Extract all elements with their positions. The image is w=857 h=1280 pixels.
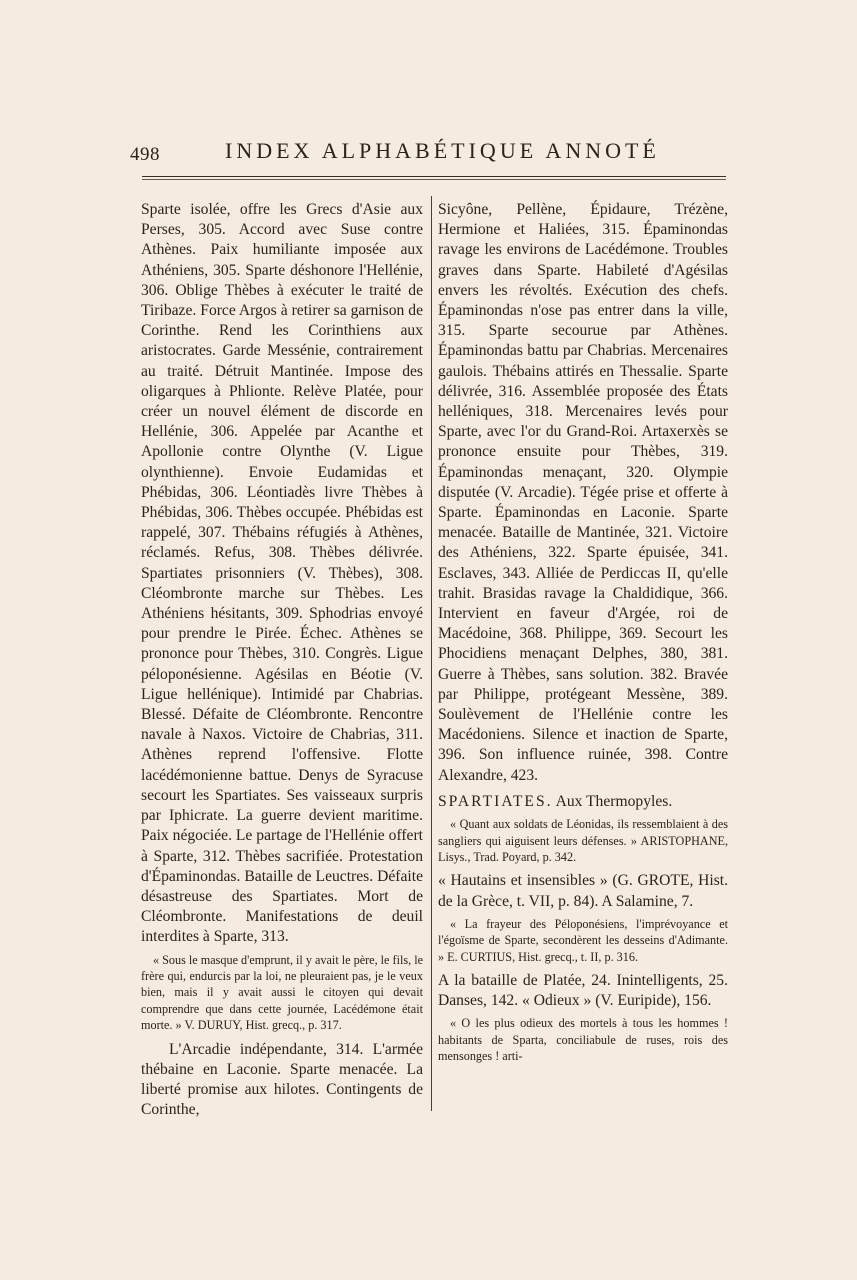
left-column xyxy=(141,200,423,1120)
quote-aristophane: « Quant aux soldats de Léonidas, ils ressemblaient à des sangliers qui aiguisent leurs défenses. » ARISTOPHANE, Lisys., Trad. Poyard, p. 342. xyxy=(438,817,728,864)
header-rule-secondary xyxy=(142,179,726,180)
entry-text-platee: A la bataille de Platée, 24. Inintelligents, 25. Danses, 142. « Odieux » (V. Euripide), 156. xyxy=(438,971,728,1010)
column-divider xyxy=(431,196,432,1111)
entry-text-sparte-continued: Sicyône, Pellène, Épidaure, Trézène, Hermione et Haliées, 315. Épaminondas ravage les environs de Lacédémone. Troubles graves dans Sparte. Habileté d'Agésilas envers les révoltés. Exécution des chefs. Épaminondas n'ose pas entrer dans la ville, 315. Sparte secourue par Athènes. Épaminondas battu par Chabrias. Mercenaires gaulois. Thébains attirés en Thessalie. Sparte délivrée, 316. Assemblée proposée des États helléniques, 318. Mercenaires levés pour Sparte, avec l'or du Grand-Roi. Artaxerxès se prononce ensuite pour Thèbes, 319. Épaminondas menaçant, 320. Olympie disputée (V. Arcadie). Tégée prise et offerte à Sparte. Épaminondas en Laconie. Sparte menacée. Bataille de Mantinée, 321. Victoire des Athéniens, 322. Sparte épuisée, 341. Esclaves, 343. Alliée de Perdiccas II, qu'elle trahit. Brasidas ravage la Chaldidique, 366. Intervient en faveur d'Argée, roi de Macédoine, 368. Philippe, 369. Secourt les Phocidiens menaçant Delphes, 380, 381. Guerre à Thèbes, sans solution. 382. Bravée par Philippe, protégeant Messène, 389. Soulèvement de l'Hellénie contre les Macédoniens. Silence et inaction de Sparte, 396. Son influence ruinée, 398. Contre Alexandre, 423. xyxy=(438,201,728,784)
entry-heading: SPARTIATES. xyxy=(438,792,553,810)
running-title: INDEX ALPHABÉTIQUE ANNOTÉ xyxy=(225,138,660,163)
page-number: 498 xyxy=(130,144,160,165)
quote-curtius: « La frayeur des Péloponésiens, l'imprévoyance et l'égoïsme de Sparte, secondèrent les desseins d'Adimante. » E. CURTIUS, Hist. grecq., t. II, p. 316. xyxy=(438,916,728,964)
header-rule xyxy=(142,176,726,177)
entry-text-sparte: Sparte isolée, offre les Grecs d'Asie aux Perses, 305. Accord avec Suse contre Athènes. Paix humiliante imposée aux Athéniens, 305. Sparte déshonore l'Hellénie, 306. Oblige Thèbes à exécuter le traité de Tiribaze. Force Argos à retirer sa garnison de Corinthe. Rend les Corinthiens aux aristocrates. Garde Messénie, contrairement au traité. Détruit Mantinée. Impose des oligarques à Phlionte. Relève Platée, pour créer un nouvel élément de discorde en Hellénie, 306. Appelée par Acanthe et Apollonie contre Olynthe (V. Ligue olynthienne). Envoie Eudamidas et Phébidas, 306. Léontiadès livre Thèbes à Phébidas, 306. Thèbes occupée. Phébidas est rappelé, 307. Thébains réfugiés à Athènes, réclamés. Refus, 308. Thèbes délivrée. Spartiates prisonniers (V. Thèbes), 308. Cléombronte marche sur Thèbes. Les Athéniens hésitants, 309. Sphodrias envoyé pour prendre le Pirée. Échec. Athènes se prononce pour Thèbes, 310. Congrès. Ligue péloponésienne. Agésilas en Béotie (V. Ligue hellénique). Intimidé par Chabrias. Blessé. Défaite de Cléombronte. Rencontre navale à Naxos. Victoire de Chabrias, 311. Athènes reprend l'offensive. Flotte lacédémonienne battue. Denys de Syracuse secourt les Spartiates. Ses vaisseaux surpris par Iphicrate. La guerre devient maritime. Paix négociée. Le partage de l'Hellénie offert à Sparte, 312. Thèbes sacrifiée. Protestation d'Épaminondas. Bataille de Leuctres. Défaite désastreuse des Spartiates. Mort de Cléombronte. Manifestations de deuil interdites à Sparte, 313. xyxy=(141,201,423,946)
entry-text-arcadie: L'Arcadie indépendante, 314. L'armée thébaine en Laconie. Sparte menacée. La liberté promise aux hilotes. Contingents de Corinthe, xyxy=(141,1040,423,1119)
entry-text-grote: « Hautains et insensibles » (G. GROTE, Hist. de la Grèce, t. VII, p. 84). A Salamine, 7. xyxy=(438,872,728,910)
entry-heading-text: Aux Thermopyles. xyxy=(555,792,673,810)
quote-euripide: « O les plus odieux des mortels à tous les hommes ! habitants de Sparta, conciliabule de ruses, rois des mensonges ! arti- xyxy=(438,1016,728,1064)
quote-duruy: « Sous le masque d'emprunt, il y avait le père, le fils, le frère qui, endurcis par la loi, ne pleuraient pas, je le veux bien, mais il y avait aussi le citoyen qui devait comprendre que dans cette journée, Lacédémone était morte. » V. DURUY, Hist. grecq., p. 317. xyxy=(141,952,423,1033)
entry-spartiates xyxy=(438,792,728,812)
right-column xyxy=(438,200,728,1071)
